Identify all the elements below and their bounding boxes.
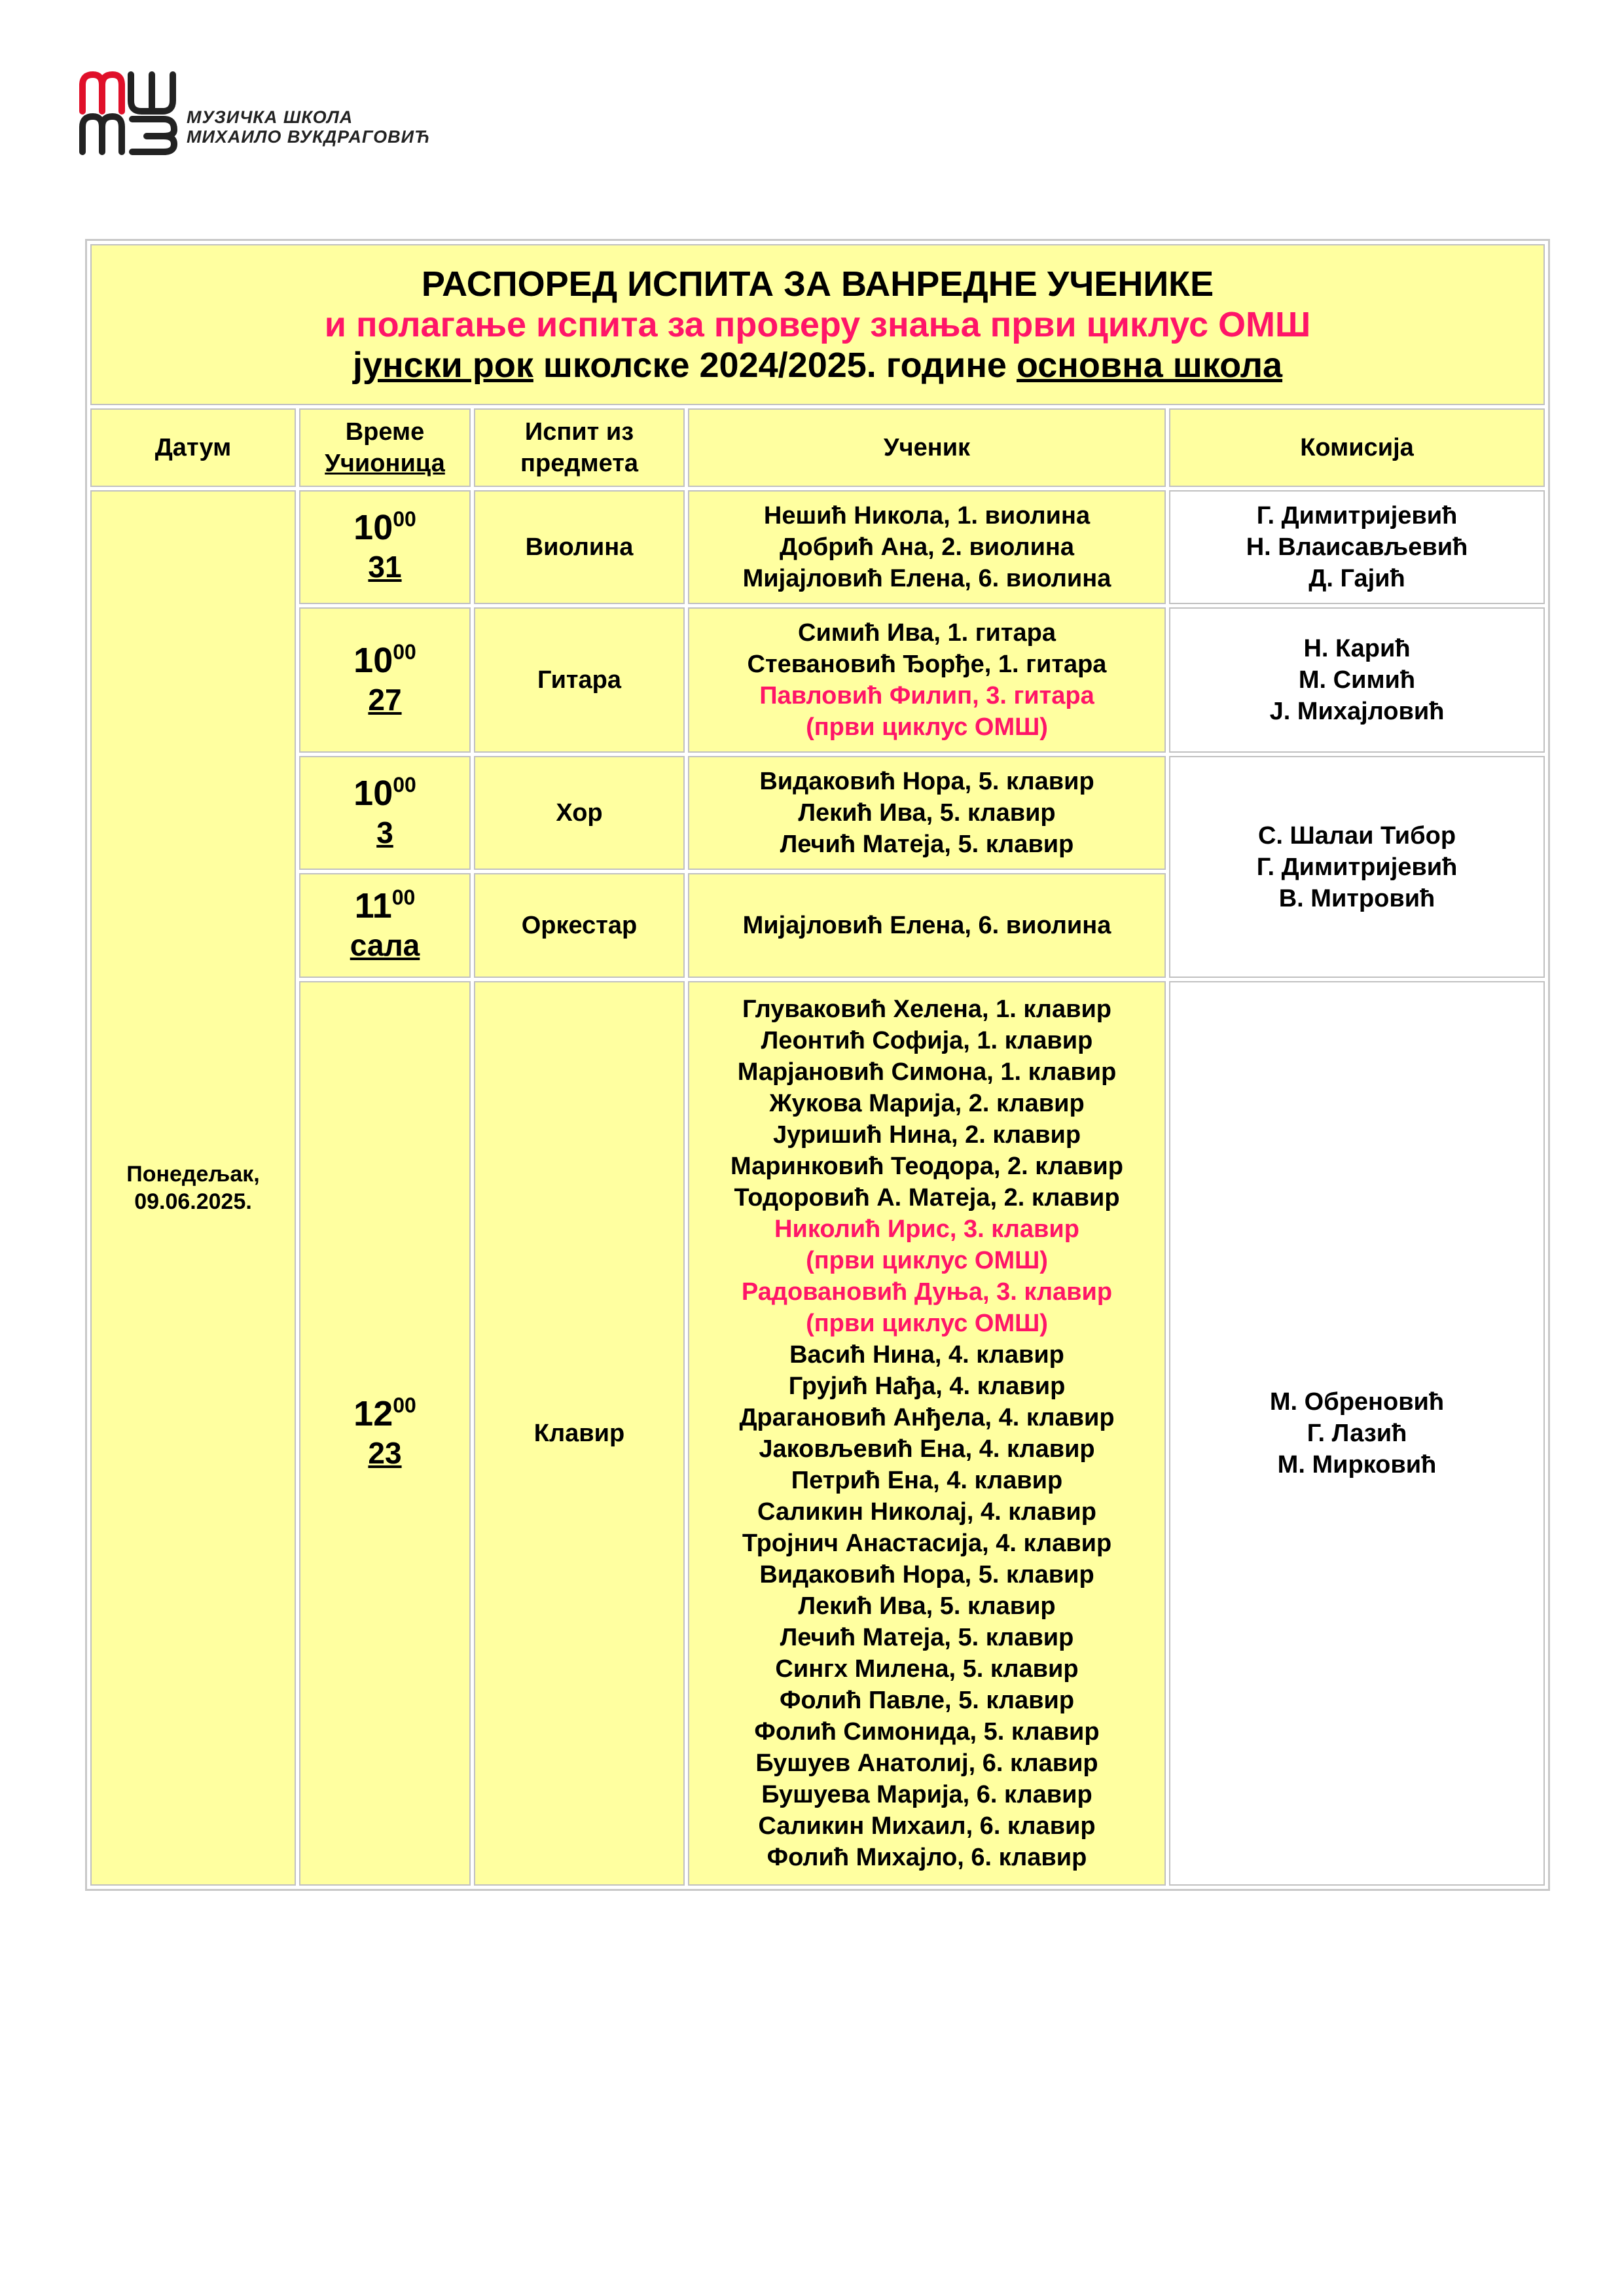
subject-cell: Клавир <box>474 981 685 1886</box>
students-cell <box>688 756 1166 870</box>
date-weekday: Понедељак, <box>126 1162 260 1187</box>
logo-mark-icon <box>79 71 183 156</box>
student-entry: Лечић Матеја, 5. клавир <box>780 1624 1074 1651</box>
student-entry: Видаковић Нора, 5. клавир <box>759 1561 1094 1588</box>
student-entry: Јаковљевић Ена, 4. клавир <box>759 1435 1095 1463</box>
title-school-year: школске 2024/2025. године <box>533 346 1017 385</box>
committee-member: С. Шалаи Тибор <box>1257 821 1456 850</box>
student-entry: Тодоровић А. Матеја, 2. клавир <box>734 1184 1120 1211</box>
time-room-cell <box>299 607 471 753</box>
student-entry: Саликин Николај, 4. клавир <box>757 1498 1096 1526</box>
committee-member: М. Мирковић <box>1277 1451 1437 1479</box>
student-entry: Фолић Симонида, 5. клавир <box>754 1718 1100 1746</box>
committee-member: Д. Гајић <box>1308 565 1405 592</box>
subject-cell: Гитара <box>474 607 685 753</box>
student-entry: Леонтић Софија, 1. клавир <box>761 1027 1093 1054</box>
subject-cell: Хор <box>474 756 685 870</box>
committee-member: М. Симић <box>1298 666 1416 694</box>
exam-time: $11^{00}$ <box>354 886 416 925</box>
first-cycle-note: (први циклус ОМШ) <box>806 713 1048 741</box>
exam-time: $12^{00}$ <box>353 1393 416 1433</box>
committee-member: J. Михајловић <box>1269 698 1445 725</box>
students-cell <box>688 873 1166 978</box>
committee-member: В. Митровић <box>1278 884 1435 912</box>
header-subject: Испит из предмета <box>474 408 685 487</box>
header-student: Ученик <box>688 408 1166 487</box>
school-logo <box>79 71 497 156</box>
title-line-2: и полагање испита за проверу знања први циклус ОМШ <box>324 305 1311 344</box>
student-entry: Лечић Матеја, 5. клавир <box>780 831 1074 858</box>
header-time: Време <box>345 418 425 446</box>
committee-member: Н. Влаисављевић <box>1246 533 1468 561</box>
student-entry: Драгановић Анђела, 4. клавир <box>739 1404 1115 1431</box>
schedule-title-cell <box>90 244 1545 405</box>
student-entry: Жукова Марија, 2. клавир <box>769 1090 1085 1117</box>
logo-line-1: МУЗИЧКА ШКОЛА <box>187 107 353 127</box>
student-entry: Лекић Ива, 5. клавир <box>798 1592 1056 1620</box>
students-cell <box>688 981 1166 1886</box>
subject-cell: Оркестар <box>474 873 685 978</box>
subject-cell: Виолина <box>474 490 685 604</box>
header-committee: Комисија <box>1169 408 1545 487</box>
committee-member: Н. Карић <box>1303 635 1411 662</box>
student-entry: Маринковић Теодора, 2. клавир <box>731 1153 1123 1180</box>
student-entry: Грујић Нађа, 4. клавир <box>788 1372 1066 1400</box>
exam-room: сала <box>350 928 420 962</box>
title-line-3 <box>92 345 1543 386</box>
student-entry: Нешић Никола, 1. виолина <box>763 502 1091 529</box>
students-cell <box>688 490 1166 604</box>
exam-time: $10^{00}$ <box>353 773 416 813</box>
header-date: Датум <box>90 408 296 487</box>
title-school-level: основна школа <box>1016 346 1283 385</box>
committee-member: М. Обреновић <box>1269 1388 1445 1416</box>
exam-room: 23 <box>368 1436 402 1470</box>
student-entry-first-cycle: Радовановић Дуња, 3. клавир <box>741 1278 1113 1306</box>
student-entry: Бушуева Марија, 6. клавир <box>761 1781 1092 1808</box>
committee-cell <box>1169 756 1545 978</box>
student-entry: Мијајловић Елена, 6. виолина <box>742 912 1111 939</box>
time-room-cell <box>299 873 471 978</box>
student-entry: Тројнич Анастасија, 4. клавир <box>742 1530 1112 1557</box>
student-entry: Фолић Павле, 5. клавир <box>779 1687 1075 1714</box>
time-room-cell <box>299 981 471 1886</box>
student-entry: Симић Ива, 1. гитара <box>798 619 1056 647</box>
committee-member: Г. Лазић <box>1307 1420 1407 1447</box>
title-line-1: РАСПОРЕД ИСПИТА ЗА ВАНРЕДНЕ УЧЕНИКЕ <box>421 264 1214 304</box>
student-entry: Бушуев Анатолиј, 6. клавир <box>755 1749 1098 1777</box>
student-entry: Саликин Михаил, 6. клавир <box>758 1812 1096 1840</box>
committee-member: Г. Димитријевић <box>1256 502 1458 529</box>
student-entry: Стевановић Ђорђе, 1. гитара <box>747 651 1107 678</box>
students-cell <box>688 607 1166 753</box>
exam-room: 31 <box>368 550 402 584</box>
student-entry: Мијајловић Елена, 6. виолина <box>742 565 1111 592</box>
student-entry: Добрић Ана, 2. виолина <box>779 533 1075 561</box>
student-entry: Марјановић Симона, 1. клавир <box>737 1058 1117 1086</box>
committee-cell <box>1169 607 1545 753</box>
time-room-cell <box>299 756 471 870</box>
student-entry: Васић Нина, 4. клавир <box>789 1341 1064 1369</box>
student-entry-first-cycle: Николић Ирис, 3. клавир <box>774 1215 1079 1243</box>
student-entry: Јуришић Нина, 2. клавир <box>772 1121 1081 1149</box>
student-entry: Сингх Милена, 5. клавир <box>775 1655 1079 1683</box>
exam-time: $10^{00}$ <box>353 640 416 680</box>
exam-room: 27 <box>368 683 402 717</box>
committee-cell <box>1169 490 1545 604</box>
student-entry: Петрић Ена, 4. клавир <box>791 1467 1063 1494</box>
title-term: јунски рок <box>352 346 533 385</box>
date-cell <box>90 490 296 1886</box>
committee-member: Г. Димитријевић <box>1256 853 1458 881</box>
exam-room: 3 <box>376 816 393 850</box>
exam-schedule-table <box>85 239 1550 1891</box>
time-room-cell <box>299 490 471 604</box>
committee-cell <box>1169 981 1545 1886</box>
student-entry: Лекић Ива, 5. клавир <box>798 799 1056 827</box>
student-entry-first-cycle: Павловић Филип, 3. гитара <box>759 682 1094 709</box>
exam-time: $10^{00}$ <box>353 507 416 547</box>
logo-line-2: МИХАИЛО ВУКДРАГОВИЋ <box>187 127 431 147</box>
student-entry: Фолић Михајло, 6. клавир <box>767 1844 1087 1871</box>
first-cycle-note: (први циклус ОМШ) <box>806 1310 1048 1337</box>
header-room: Учионица <box>325 450 445 477</box>
header-time-room <box>299 408 471 487</box>
student-entry: Глуваковић Хелена, 1. клавир <box>742 996 1112 1023</box>
date-value: 09.06.2025. <box>134 1189 252 1214</box>
first-cycle-note: (први циклус ОМШ) <box>806 1247 1048 1274</box>
student-entry: Видаковић Нора, 5. клавир <box>759 768 1094 795</box>
